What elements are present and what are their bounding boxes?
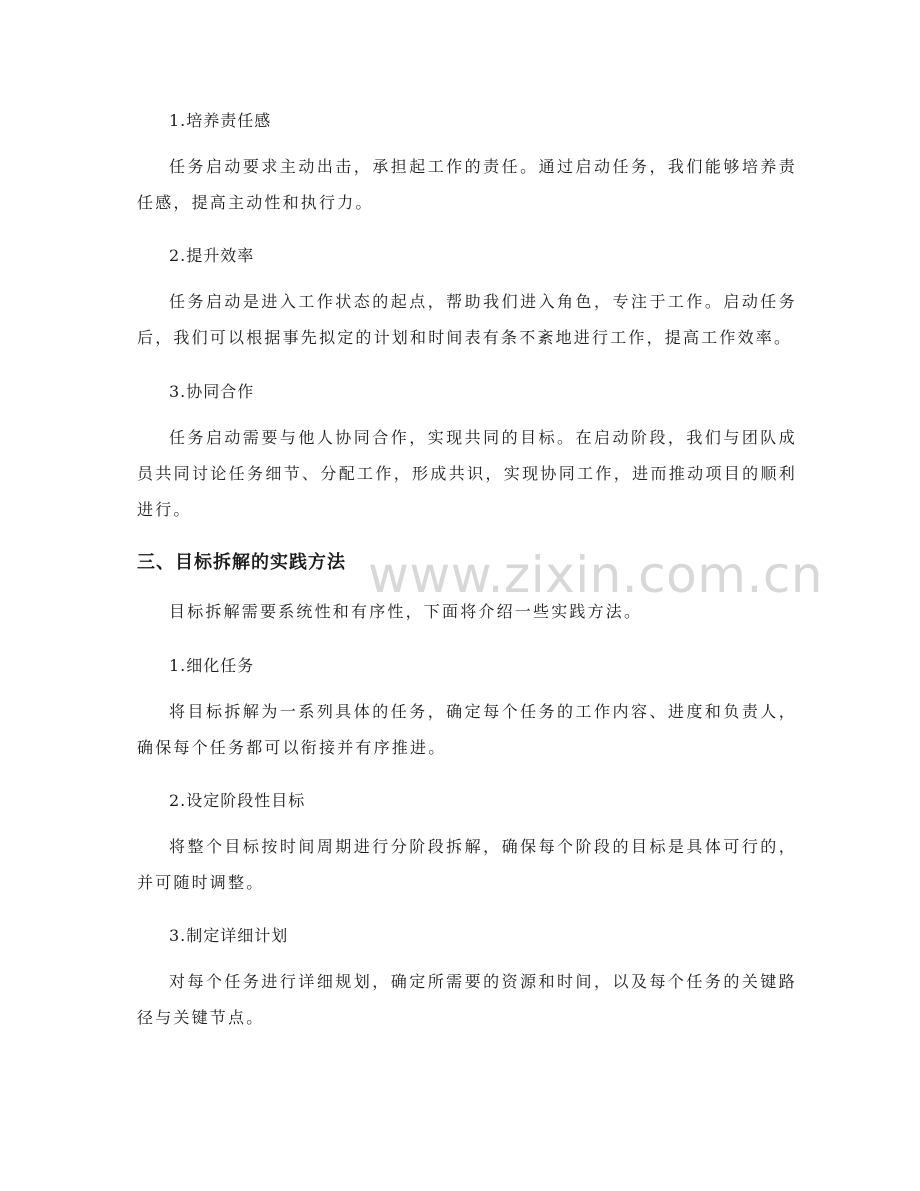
section-intro: 目标拆解需要系统性和有序性，下面将介绍一些实践方法。	[169, 602, 643, 621]
section-title: 三、目标拆解的实践方法	[137, 552, 346, 573]
paragraph-stage-goals: 将整个目标按时间周期进行分阶段拆解，确保每个阶段的目标是具体可行的，并可随时调整。	[137, 837, 797, 892]
watermark: www.zixin.com.cn	[368, 546, 824, 604]
subheading-detailed-plan: 3.制定详细计划	[169, 926, 289, 945]
paragraph-collaboration: 任务启动需要与他人协同合作，实现共同的目标。在启动阶段，我们与团队成员共同讨论任务细节、分配工作，形成共识，实现协同工作，进而推动项目的顺利进行。	[137, 428, 797, 519]
subheading-refine-tasks: 1.细化任务	[169, 656, 255, 675]
paragraph-responsibility: 任务启动要求主动出击，承担起工作的责任。通过启动任务，我们能够培养责任感，提高主动性和执行力。	[137, 157, 797, 212]
paragraph-refine-tasks: 将目标拆解为一系列具体的任务，确定每个任务的工作内容、进度和负责人，确保每个任务都可以衔接并有序推进。	[137, 702, 797, 757]
paragraph-efficiency: 任务启动是进入工作状态的起点，帮助我们进入角色，专注于工作。启动任务后，我们可以根据事先拟定的计划和时间表有条不紊地进行工作，提高工作效率。	[137, 292, 797, 347]
paragraph-detailed-plan: 对每个任务进行详细规划，确定所需要的资源和时间，以及每个任务的关键路径与关键节点。	[137, 972, 797, 1027]
subheading-efficiency: 2.提升效率	[169, 246, 255, 265]
subheading-responsibility: 1.培养责任感	[169, 111, 272, 130]
subheading-stage-goals: 2.设定阶段性目标	[169, 791, 306, 810]
subheading-collaboration: 3.协同合作	[169, 382, 255, 401]
